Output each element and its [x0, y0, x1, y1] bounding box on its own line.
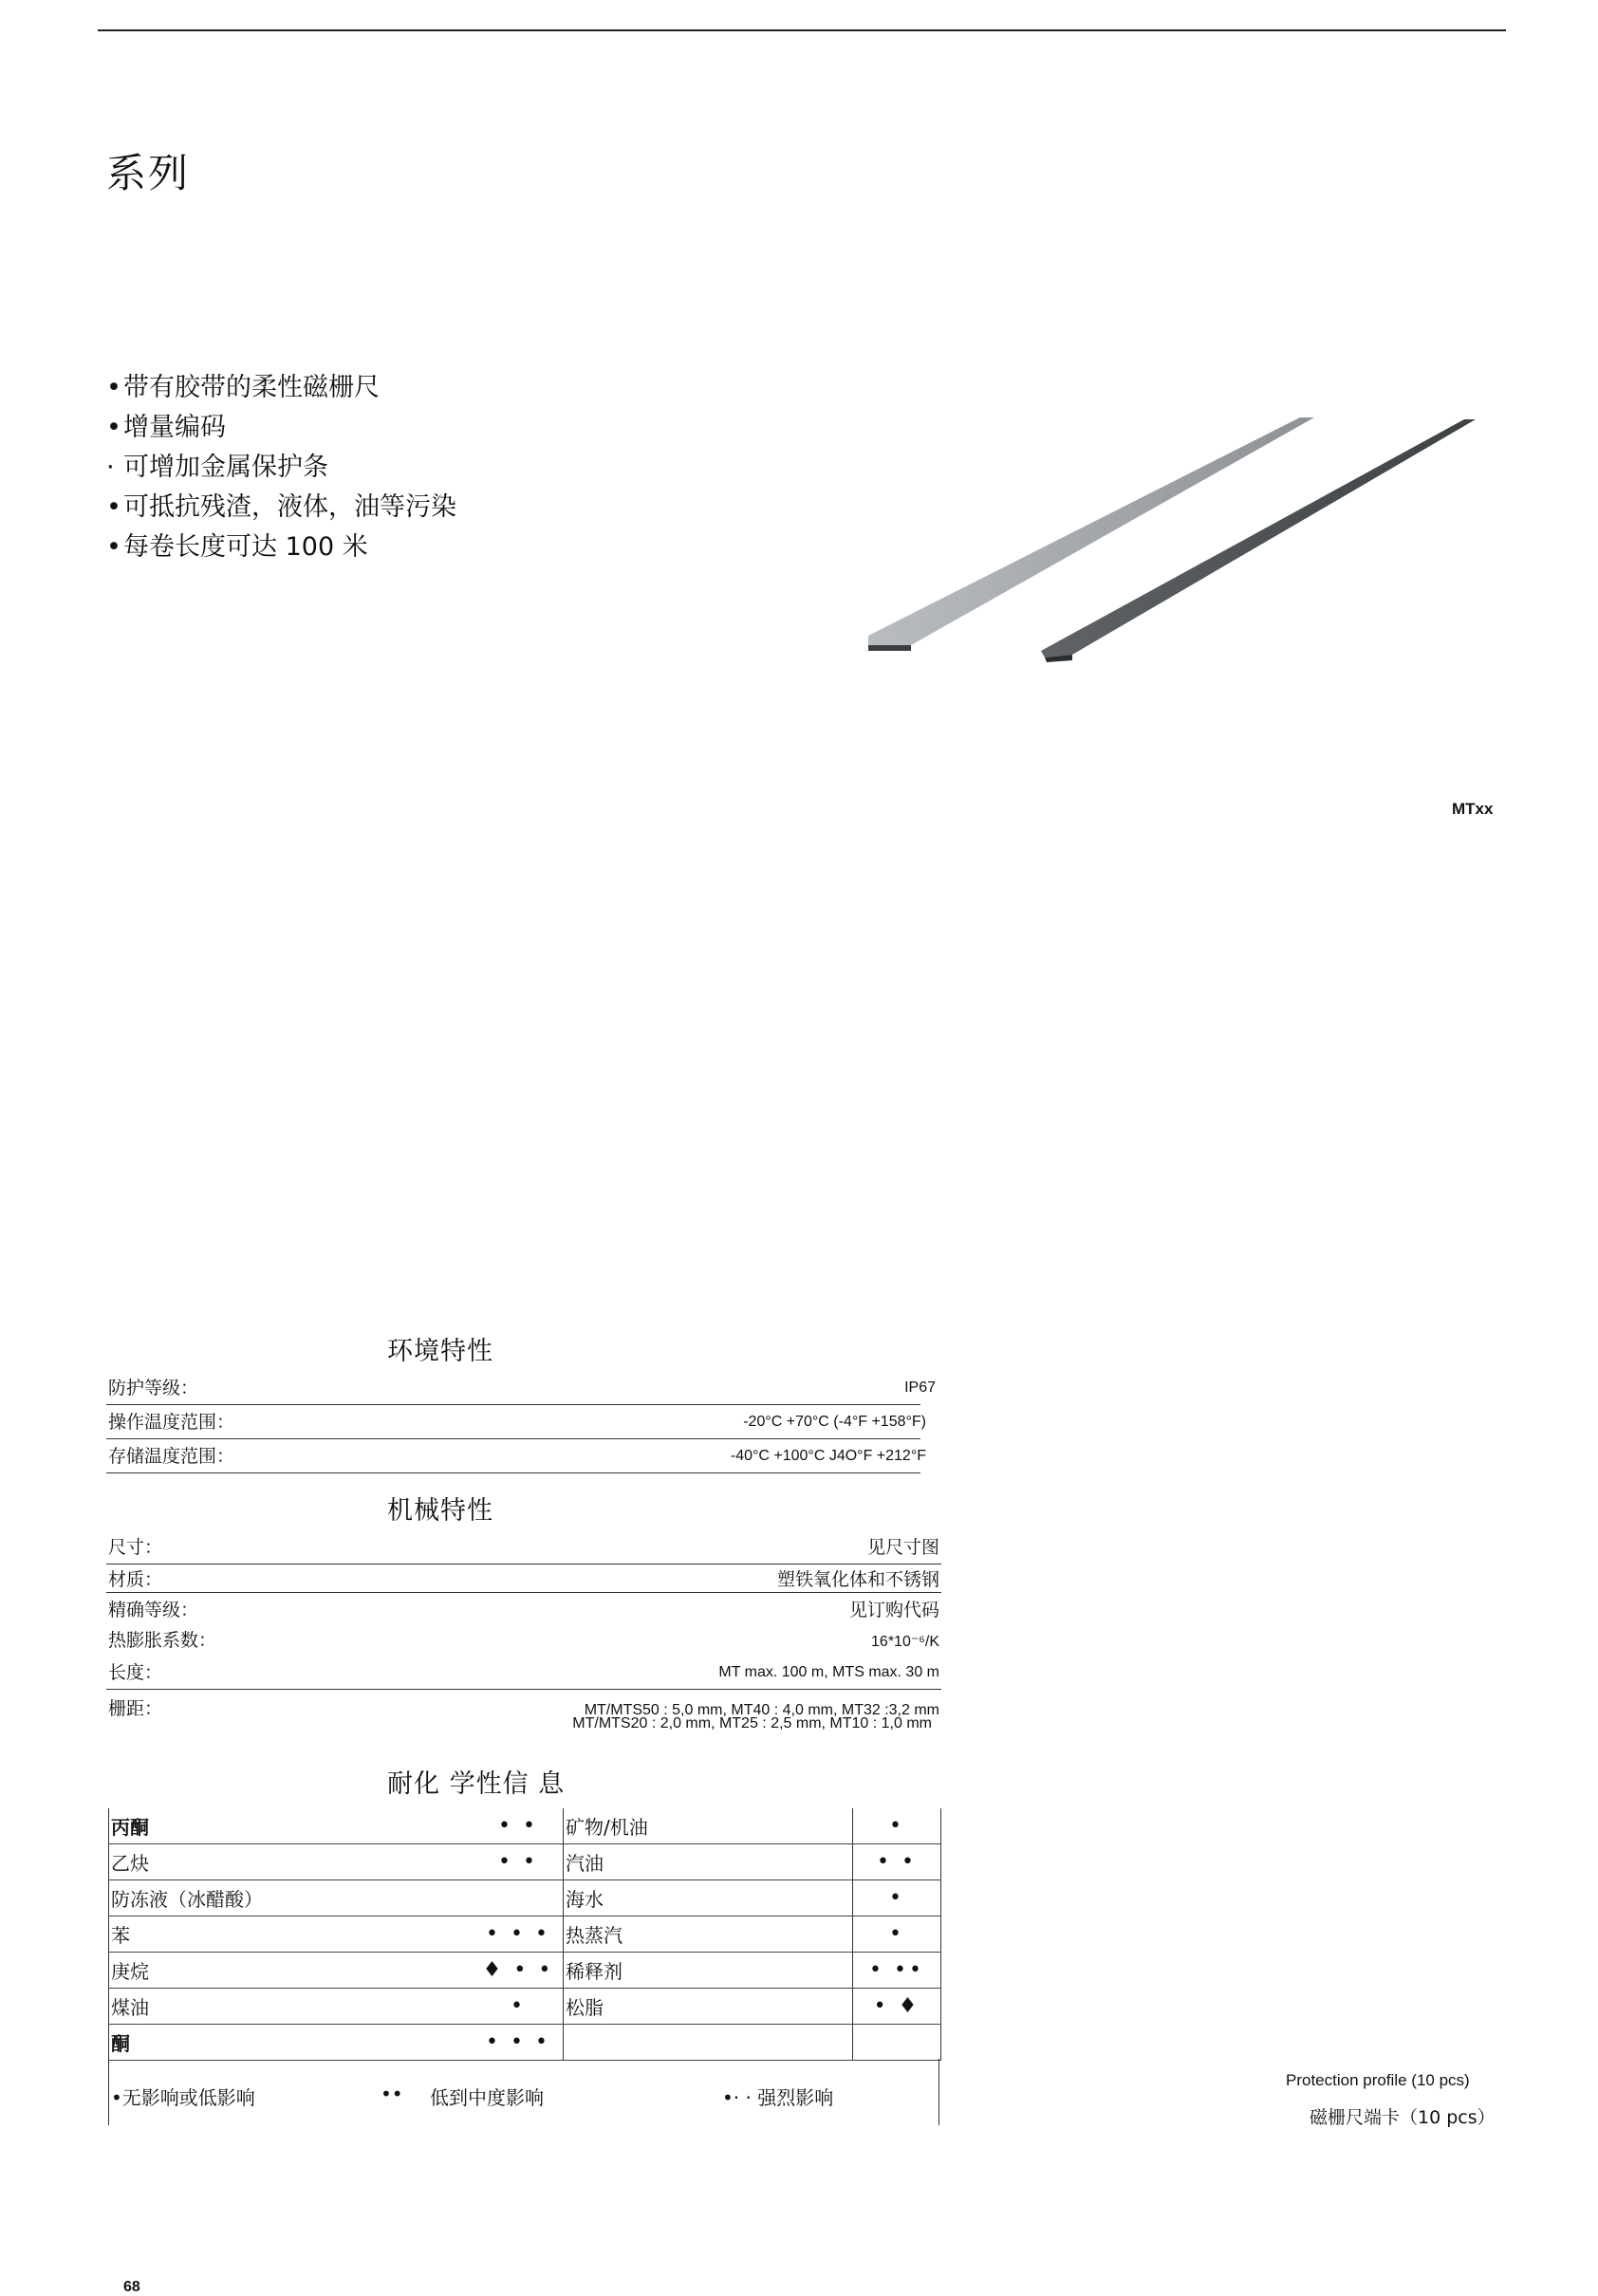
spec-row: 热膨胀系数： 16*10⁻⁶/K: [108, 1630, 939, 1651]
top-rule: [98, 29, 1506, 31]
feature-item: •可抵抗残渣，液体，油等污染: [106, 492, 456, 522]
spec-row: 精确等级： 见订购代码: [108, 1600, 939, 1620]
chemical-resistance-table: [108, 1808, 941, 2061]
feature-item: •带有胶带的柔性磁栅尺: [106, 373, 380, 402]
spec-row: 操作温度范围： -20°C +70°C (-4°F +158°F): [106, 1406, 920, 1439]
feature-list: [106, 368, 456, 567]
accessory-name-en: Protection profile (10 pcs): [1286, 2071, 1470, 2089]
legend-strong: •· · 强烈影响: [722, 2086, 834, 2109]
spec-row: 存储温度范围： -40°C +100°C J4O°F +212°F: [106, 1440, 920, 1473]
spec-row: 栅距： MT/MTS50 : 5,0 mm, MT40 : 4,0 mm, MT32 :3,2 mm MT/MTS20 : 2,0 mm, MT25 : 2,5 mm, MT10 : 1,0 mm: [108, 1698, 939, 1731]
legend-medium-symbol: ••: [381, 2083, 403, 2105]
product-code: MTxx: [1452, 800, 1494, 818]
page-title: 系列: [106, 150, 191, 196]
chemical-legend: [108, 2059, 939, 2125]
table-row: 庚烷 ♦ • • 稀释剂 • ••: [109, 1953, 941, 1989]
spec-row: 防护等级： IP67: [106, 1372, 920, 1405]
table-row: 丙酮 • • 矿物/机油 •: [109, 1808, 941, 1844]
legend-medium: 低到中度影响: [430, 2086, 544, 2109]
tape-strip-light: [868, 417, 1314, 645]
table-row: 乙炔 • • 汽油 • •: [109, 1844, 941, 1880]
table-row: 煤油 • 松脂 • ♦: [109, 1989, 941, 2025]
legend-low: •无影响或低影响: [111, 2086, 255, 2109]
mechanical-title: 机械特性: [387, 1496, 493, 1526]
spec-row: 材质： 塑铁氧化体和不锈钢: [106, 1564, 941, 1593]
feature-item: · 可增加金属保护条: [106, 453, 328, 482]
feature-item: •增量编码: [106, 413, 226, 442]
spec-row: 长度： MT max. 100 m, MTS max. 30 m: [106, 1657, 941, 1690]
tape-strip-dark: [1041, 419, 1476, 657]
table-row: 苯 • • • 热蒸汽 •: [109, 1916, 941, 1953]
spec-row: 尺寸： 见尺寸图: [106, 1531, 941, 1565]
accessory-name-cn: 磁栅尺端卡（10 pcs）: [1310, 2107, 1496, 2128]
feature-item: •每卷长度可达 100 米: [106, 532, 368, 562]
table-row: 防冻液（冰醋酸） 海水 •: [109, 1880, 941, 1916]
magnetic-tape-image: [868, 408, 1514, 683]
table-row: 酮 • • •: [109, 2025, 941, 2061]
environment-title: 环境特性: [387, 1337, 493, 1366]
chemical-title: 耐化 学性信 息: [387, 1769, 566, 1799]
page-number: 68: [123, 2279, 140, 2295]
